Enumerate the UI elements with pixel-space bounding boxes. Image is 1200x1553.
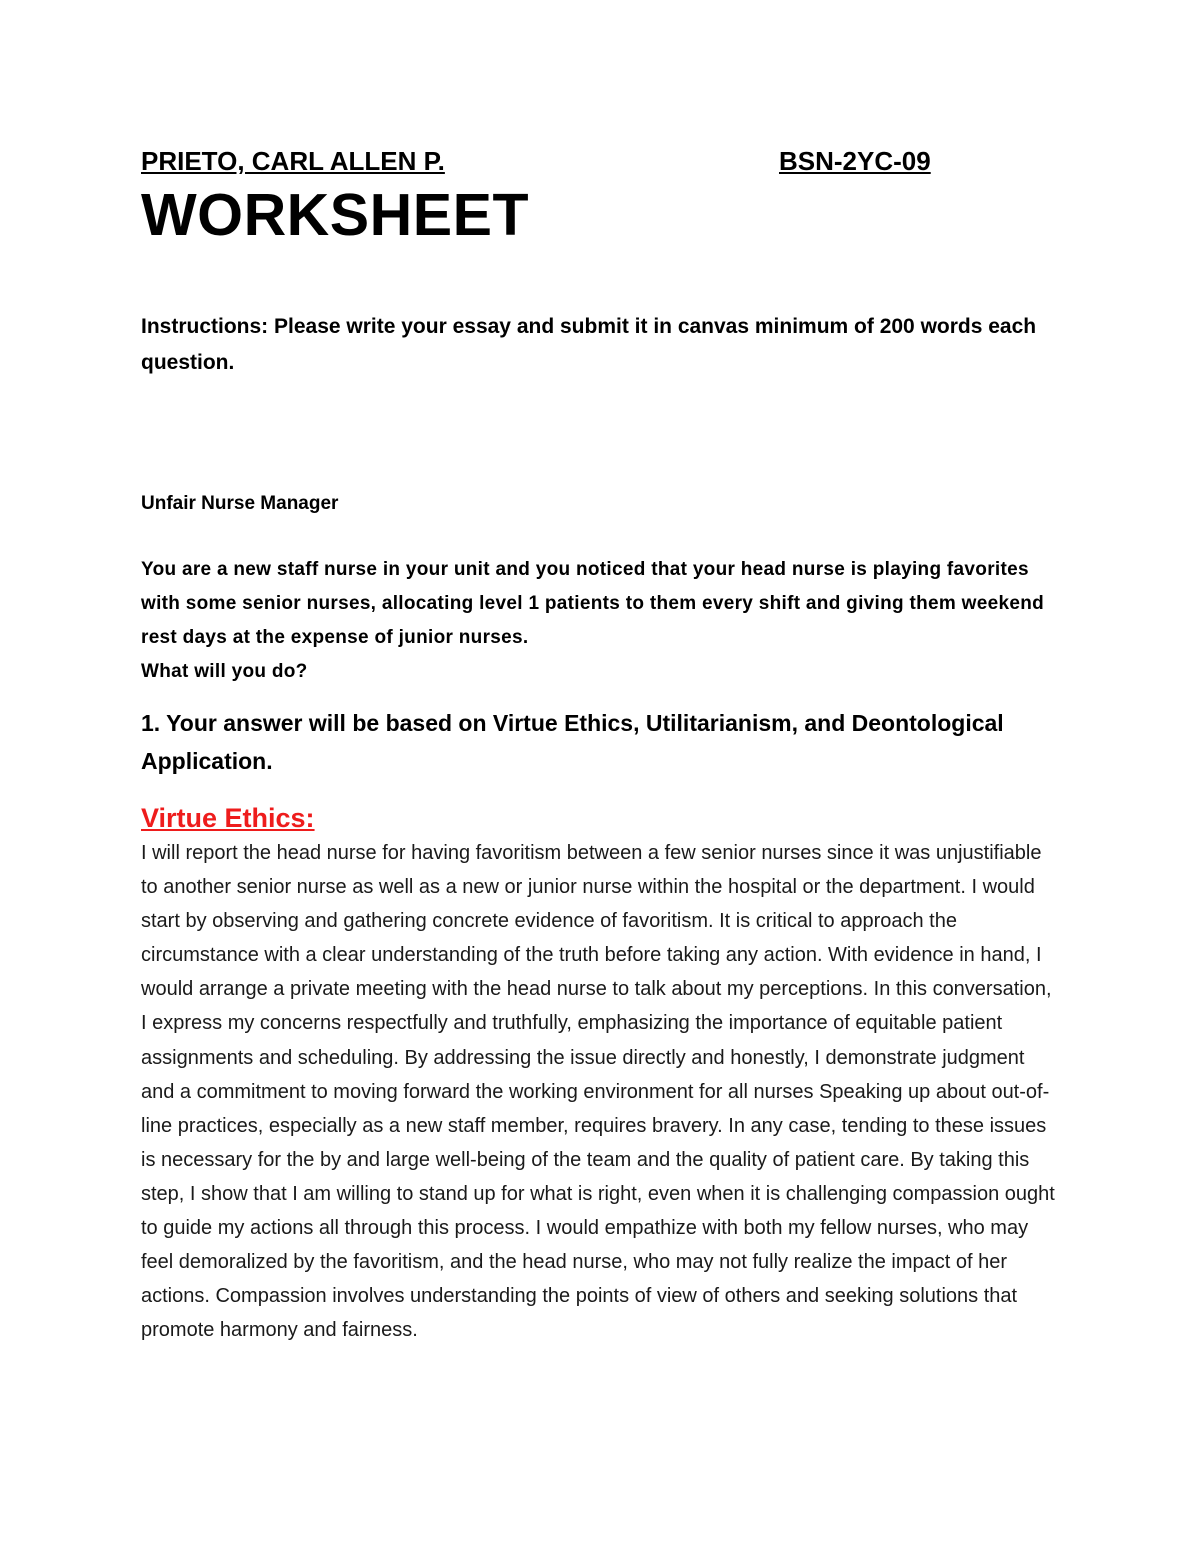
scenario-text: You are a new staff nurse in your unit and you noticed that your head nurse is playing favorites with some senior nurses, allocating level 1 patients to them every shift and giving them weekend rest days at the expense of junior nurses. — [141, 559, 1045, 648]
case-scenario — [141, 553, 1061, 689]
instructions-text: Instructions: Please write your essay and submit it in canvas minimum of 200 words each question. — [141, 315, 1037, 374]
virtue-ethics-heading: Virtue Ethics: — [141, 803, 315, 833]
header-row — [141, 144, 961, 178]
student-name: PRIETO, CARL ALLEN P. — [141, 146, 445, 176]
section-code: BSN-2YC-09 — [779, 146, 931, 176]
question-text: 1. Your answer will be based on Virtue Ethics, Utilitarianism, and Deontological Application. — [141, 710, 1004, 774]
worksheet-title: WORKSHEET — [141, 182, 529, 248]
case-title: Unfair Nurse Manager — [141, 493, 339, 514]
scenario-prompt: What will you do? — [141, 661, 308, 682]
virtue-ethics-essay: I will report the head nurse for having favoritism between a few senior nurses since it was unjustifiable to another senior nurse as well as a new or junior nurse within the hospital or the department. I would start by observing and gathering concrete evidence of favoritism. It is critical to approach the circumstance with a clear understanding of the truth before taking any action. With evidence in hand, I would arrange a private meeting with the head nurse to talk about my perceptions. In this conversation, I express my concerns respectfully and truthfully, emphasizing the importance of equitable patient assignments and scheduling. By addressing the issue directly and honestly, I demonstrate judgment and a commitment to moving forward the working environment for all nurses Speaking up about out-of-line practices, especially as a new staff member, requires bravery. In any case, tending to these issues is necessary for the by and large well-being of the team and the quality of patient care. By taking this step, I show that I am willing to stand up for what is right, even when it is challenging compassion ought to guide my actions all through this process. I would empathize with both my fellow nurses, who may feel demoralized by the favoritism, and the head nurse, who may not fully realize the impact of her actions. Compassion involves understanding the points of view of others and seeking solutions that promote harmony and fairness. — [141, 842, 1055, 1342]
